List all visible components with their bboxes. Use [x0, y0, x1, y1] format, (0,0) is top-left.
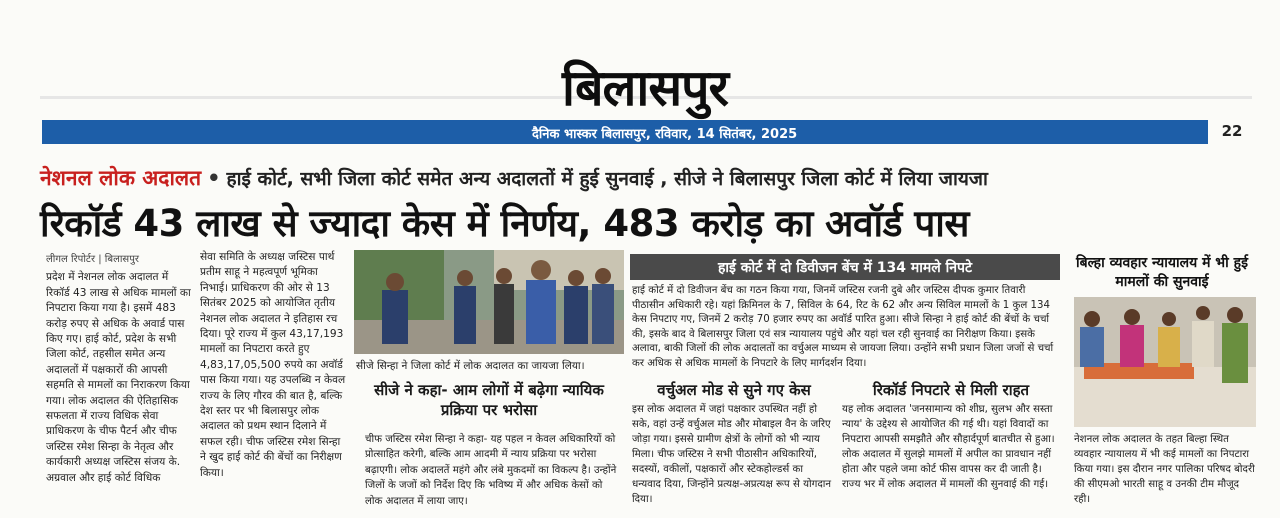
bilha-photo [1074, 297, 1256, 427]
hc-box-head: हाई कोर्ट में दो डिवीजन बेंच में 134 मामले निपटे [630, 254, 1060, 280]
dateline: दैनिक भास्कर बिलासपुर, रविवार, 14 सितंबर, 2025 [532, 127, 798, 142]
photo-caption: सीजे सिन्हा ने जिला कोर्ट में लोक अदालत का जायजा लिया। [356, 360, 585, 372]
headline: रिकॉर्ड 43 लाख से ज्यादा केस में निर्णय, 483 करोड़ का अवॉर्ड पास [40, 202, 969, 245]
people-walking-image [354, 250, 624, 354]
article-column-2 [200, 250, 346, 510]
bilha-head: बिल्हा व्यवहार न्यायालय में भी हुई मामलों की सुनवाई [1076, 255, 1248, 290]
kicker-bullet: • [207, 166, 221, 190]
virtual-subhead: वर्चुअल मोड से सुने गए केस [657, 381, 811, 399]
kicker [40, 164, 1250, 192]
relief-subhead: रिकॉर्ड निपटारे से मिली राहत [872, 381, 1030, 399]
page-number: 22 [1221, 122, 1243, 140]
kicker-text: हाई कोर्ट, सभी जिला कोर्ट समेत अन्य अदालतों में हुई सुनवाई , सीजे ने बिलासपुर जिला कोर्ट में लिया जायजा [226, 168, 988, 190]
court-session-image [1074, 297, 1256, 427]
cj-subhead: सीजे ने कहा- आम लोगों में बढ़ेगा न्यायिक प्रक्रिया पर भरोसा [374, 381, 604, 419]
masthead [0, 0, 1280, 118]
dateline-bar [42, 120, 1208, 144]
relief-body: यह लोक अदालत 'जनसामान्य को शीघ्र, सुलभ और सस्ता न्याय' के उद्देश्य से आयोजित की गई थी। यहां विवादों का निपटारा आपसी समझौते और सौहार्दपूर्ण बातचीत से हुआ। लोक अदालत में सुलझे मामलों में अपील का प्रावधान नहीं होता और पहले जमा कोर्ट फीस वापस कर दी जाती है। राज्य भर में लोक अदालत में मामलों की सुनवाई की गई। [842, 404, 1055, 490]
hc-box-body: हाई कोर्ट में दो डिवीजन बेंच का गठन किया गया, जिनमें जस्टिस रजनी दुबे और जस्टिस दीपक कुमार तिवारी पीठासीन अधिकारी रहे। यहां क्रिमिनल के 7, सिविल के 64, रिट के 62 और अन्य सिविल मामलों के 1 कुल 134 केस निपटाए गए, जिनमें 2 करोड़ 70 हजार रुपए का अवॉर्ड पारित हुआ। सीजे सिन्हा ने हाई कोर्ट की बेंचों के चर्चा की, इसके बाद वे बिलासपुर जिला एवं सत्र न्यायालय पहुंचे और यहां चल रही सुनवाई का निरीक्षण किया। इसके अलावा, बाकी जिलों की लोक अदालतों का वर्चुअल माध्यम से जायजा लिया। उन्होंने सभी प्रधान जिला जजों से चर्चा कर अधिक से अधिक मामलों के निपटारे के लिए मार्गदर्शन दिया। [632, 285, 1054, 369]
article-col2-text: सेवा समिति के अध्यक्ष जस्टिस पार्थ प्रतीम साहू ने महत्वपूर्ण भूमिका निभाई। प्राधिकरण की ओर से 13 सितंबर 2025 को आयोजित तृतीय नेशनल लोक अदालत ने इतिहास रच दिया। पूरे राज्य में कुल 43,17,193 मामलों का निपटारा करते हुए 4,83,17,05,500 रुपये का अवॉर्ड पास किया गया। यह उपलब्धि न केवल राज्य के लिए गौरव की बात है, बल्कि देश स्तर पर भी बिलासपुर लोक अदालत को प्रथम स्थान दिलाने में सफल रही। चीफ जस्टिस रमेश सिन्हा ने खुद हाई कोर्ट की बेंचों का निरीक्षण किया। [200, 251, 346, 479]
byline: लीगल रिपोर्टर | बिलासपुर [46, 254, 139, 265]
article-column-1 [46, 252, 193, 510]
kicker-label: नेशनल लोक अदालत [40, 166, 202, 190]
masthead-title: बिलासपुर [562, 59, 728, 117]
article-col1-text: प्रदेश में नेशनल लोक अदालत में रिकॉर्ड 43 लाख से अधिक मामलों का निपटारा किया गया है। इसमें 483 करोड़ रुपए से अधिक के अवार्ड पास किए गए। हाई कोर्ट, प्रदेश के सभी जिला कोर्ट, तहसील समेत अन्य अदालतों में पक्षकारों की आपसी सहमति से मामलों का निराकरण किया गया। लोक अदालत की ऐतिहासिक सफलता में राज्य विधिक सेवा प्राधिकरण के चीफ पैटर्न और चीफ जस्टिस रमेश सिन्हा के नेतृत्व और कार्यकारी अध्यक्ष जस्टिस संजय के. अग्रवाल और हाई कोर्ट विधिक [46, 271, 191, 484]
cj-body: चीफ जस्टिस रमेश सिन्हा ने कहा- यह पहल न केवल अधिकारियों को प्रोत्साहित करेगी, बल्कि आम आदमी में न्याय प्रक्रिया पर भरोसा बढ़ाएगी। लोक अदालतें महंगे और लंबे मुकदमों का विकल्प है। उन्होंने जिलों के जजों को निर्देश दिए कि भविष्य में और अधिक केसों को लोक अदालत में लाया जाए। [365, 434, 617, 507]
bilha-caption: नेशनल लोक अदालत के तहत बिल्हा स्थित व्यवहार न्यायालय में भी कई मामलों का निपटारा किया गया। इस दौरान नगर पालिका परिषद बोदरी की सीएमओ भारती साहू व उनकी टीम मौजूद रही। [1074, 434, 1255, 505]
virtual-body: इस लोक अदालत में जहां पक्षकार उपस्थित नहीं हो सके, वहां उन्हें वर्चुअल मोड और मोबाइल वैन के जरिए जोड़ा गया। इससे ग्रामीण क्षेत्रों के लोगों को भी न्याय मिला। चीफ जस्टिस ने सभी पीठासीन अधिकारियों, सदस्यों, वकीलों, पक्षकारों और स्टेकहोल्डर्स का धन्यवाद दिया, जिन्होंने प्रत्यक्ष-अप्रत्यक्ष रूप से योगदान दिया। [632, 404, 832, 505]
court-photo [354, 250, 624, 354]
